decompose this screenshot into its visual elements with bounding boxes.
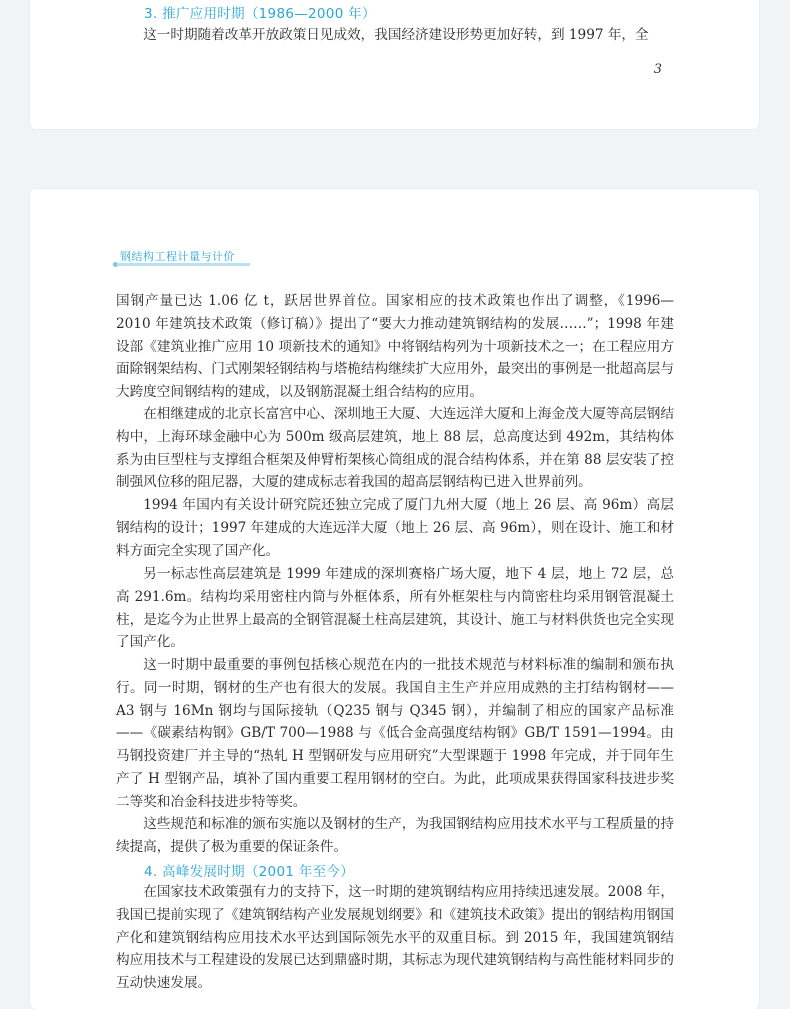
running-header: 钢结构工程计量与计价 [120,250,235,263]
paragraph-3: 1994 年国内有关设计研究院还独立完成了厦门九州大厦（地上 26 层、高 96m）高层钢结构的设计；1997 年建成的大连远洋大厦（地上 26 层、高 96m），则在设计、施工和材料方面完全实现了国产化。 [116,497,674,559]
paragraph-2: 在相继建成的北京长富宫中心、深圳地王大厦、大连远洋大厦和上海金茂大厦等高层钢结构中，上海环球金融中心为 500m 级高层建筑，地上 88 层，总高度达到 492m，其结构体系为由巨型柱与支撑组合框架及伸臂桁架核心筒组成的混合结构体系，并在第 88 层安装了控制强风位移的阻尼器，大厦的建成标志着我国的超高层钢结构已进入世界前列。 [116,406,674,491]
paragraph-1: 国钢产量已达 1.06 亿 t，跃居世界首位。国家相应的技术政策也作出了调整，《1996—2010 年建筑技术政策（修订稿）》提出了“要大力推动建筑钢结构的发展……”；1998 年建设部《建筑业推广应用 10 项新技术的通知》中将钢结构列为十项新技术之一；在工程应用方面除钢架结构、门式刚架轻钢结构与塔桅结构继续扩大应用外，最突出的事例是一批超高层与大跨度空间钢结构的建成，以及钢筋混凝土组合结构的应用。 [116,293,674,400]
section-heading-3: 3. 推广应用时期（1986—2000 年） [144,6,376,22]
paragraph-4: 另一标志性高层建筑是 1999 年建成的深圳赛格广场大厦，地下 4 层，地上 72 层，总高 291.6m。结构均采用密柱内筒与外框体系，所有外框架柱与内筒密柱均采用钢管混凝土柱，是迄今为止世界上最高的全钢管混凝土柱高层建筑，其设计、施工与材料供货也完全实现了国产化。 [116,566,674,651]
page-number: 3 [653,62,662,77]
paragraph-6: 这些规范和标准的颁布实施以及钢材的生产，为我国钢结构应用技术水平与工程质量的持续提高，提供了极为重要的保证条件。 [116,816,674,855]
page-4 [30,189,759,1009]
page-3 [30,0,759,129]
section-heading-4: 4. 高峰发展时期（2001 年至今） [144,864,355,880]
paragraph-7: 在国家技术政策强有力的支持下，这一时期的建筑钢结构应用持续迅速发展。2008 年，我国已提前实现了《建筑钢结构产业发展规划纲要》和《建筑技术政策》提出的钢结构用钢国产化和建筑钢结构应用技术水平达到国际领先水平的双重目标。到 2015 年，我国建筑钢结构应用技术与工程建设的发展已达到鼎盛时期，其标志为现代建筑钢结构与高性能材料同步的互动快速发展。 [116,884,674,991]
paragraph-intro: 这一时期随着改革开放政策日见成效，我国经济建设形势更加好转，到 1997 年，全 [143,27,649,43]
paragraph-5: 这一时期中最重要的事例包括核心规范在内的一批技术规范与材料标准的编制和颁布执行。同一时期，钢材的生产也有很大的发展。我国自主生产并应用成熟的主打结构钢材——A3 钢与 16Mn 钢均与国际接轨（Q235 钢与 Q345 钢），并编制了相应的国家产品标准——《碳素结构钢》GB/T 700—1988 与《低合金高强度结构钢》GB/T 1591—1994。由马钢投资建厂并主导的“热轧 H 型钢研发与应用研究”大型课题于 1998 年完成，并于同年生产了 H 型钢产品，填补了国内重要工程用钢材的空白。为此，此项成果获得国家科技进步奖二等奖和冶金科技进步特等奖。 [116,657,674,810]
